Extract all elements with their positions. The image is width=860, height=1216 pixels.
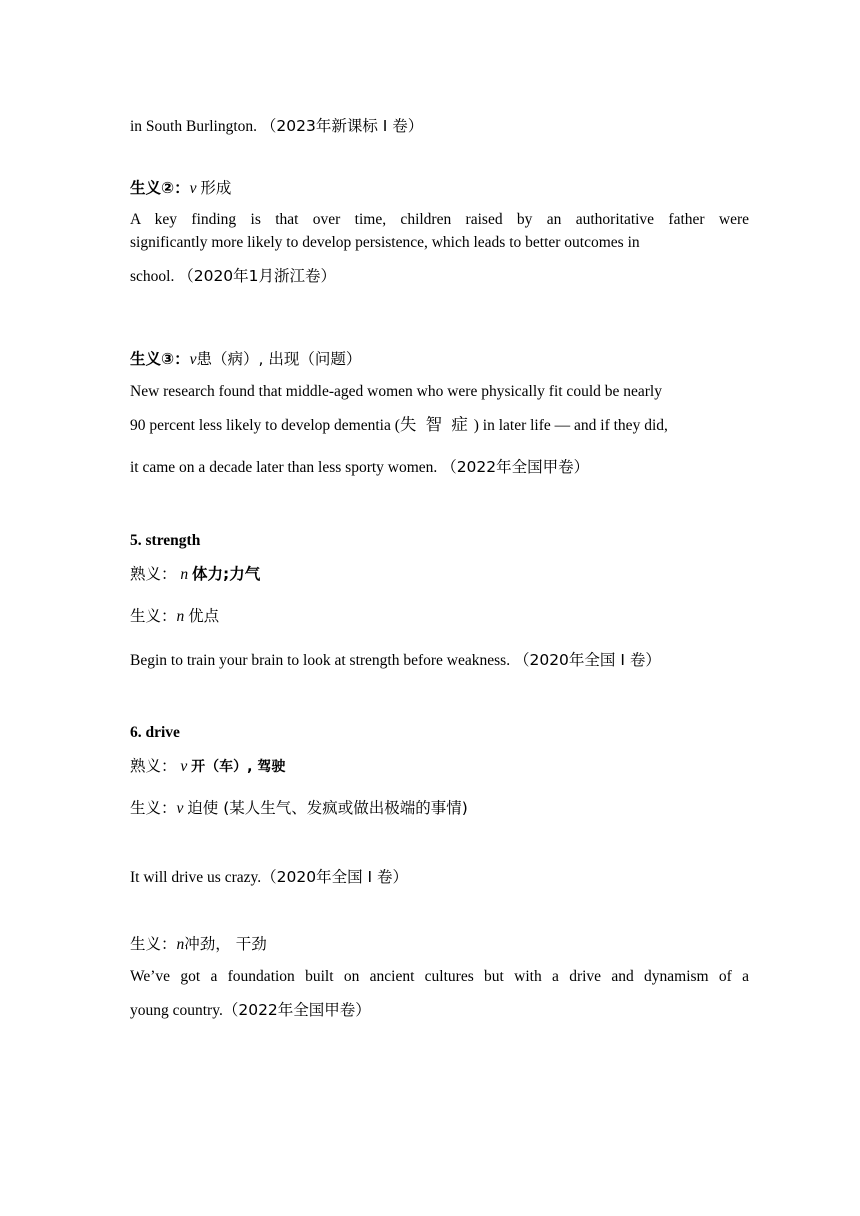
new-meaning-line-2 xyxy=(130,934,267,955)
example-line-1: New research found that middle-aged women who were physically fit could be nearly xyxy=(130,383,662,400)
example-line-3 xyxy=(130,457,589,478)
word-heading-drive: 6. drive xyxy=(130,724,180,741)
example-text: young country. xyxy=(130,1002,223,1019)
new-meaning-line xyxy=(130,606,219,627)
sense-meaning: 患（病）, 出现（问题） xyxy=(196,350,362,368)
new-label: 生义： xyxy=(130,799,177,817)
example-text: Begin to train your brain to look at strength before weakness. xyxy=(130,652,511,669)
new-label: 生义： xyxy=(130,607,177,625)
sense-3-heading xyxy=(130,349,361,370)
example-text: It will drive us crazy. xyxy=(130,869,262,886)
part-of-speech: v xyxy=(189,180,197,197)
paragraph-south-burlington xyxy=(130,116,423,137)
source-citation: （2023年新课标 I 卷） xyxy=(260,117,424,135)
example-sentence xyxy=(130,650,661,671)
example-2-line-2 xyxy=(130,1000,371,1021)
part-of-speech: v xyxy=(180,758,188,775)
sense-meaning: 形成 xyxy=(200,179,232,197)
familiar-meaning-line xyxy=(130,564,260,585)
familiar-label: 熟义： xyxy=(130,565,177,583)
new-meaning: 优点 xyxy=(188,607,220,625)
example-text-b: ) in later life — and if they did, xyxy=(473,417,668,434)
example-line-2: significantly more likely to develop persistence, which leads to better outcomes in xyxy=(130,234,640,251)
example-line-3 xyxy=(130,266,336,287)
familiar-meaning-line xyxy=(130,756,285,777)
sense-2-heading xyxy=(130,178,231,199)
new-label: 生义： xyxy=(130,935,177,953)
example-line-2 xyxy=(130,415,668,436)
part-of-speech: n xyxy=(180,566,189,583)
sentence-text: in South Burlington. xyxy=(130,118,258,135)
part-of-speech: v xyxy=(176,800,184,817)
source-citation: （2020年全国 I 卷） xyxy=(513,651,661,669)
chinese-gloss: 失 智 症 xyxy=(399,415,470,434)
new-meaning-line-1 xyxy=(130,798,468,819)
example-sentence-1 xyxy=(130,867,408,888)
source-citation: （2020年1月浙江卷） xyxy=(178,267,337,285)
sense-label: 生义②： xyxy=(130,179,190,197)
source-citation: （2020年全国 I 卷） xyxy=(261,868,409,886)
part-of-speech: v xyxy=(189,351,197,368)
example-line-1: A key finding is that over time, children raised by an authoritative father were xyxy=(130,211,749,228)
sense-label: 生义③： xyxy=(130,350,190,368)
new-meaning: 冲劲， 干劲 xyxy=(184,935,267,953)
familiar-meaning: 开（车）, 驾驶 xyxy=(191,759,286,775)
example-text: it came on a decade later than less sporty women. xyxy=(130,459,438,476)
word-heading-strength: 5. strength xyxy=(130,532,201,549)
example-text: school. xyxy=(130,268,175,285)
part-of-speech: n xyxy=(176,608,185,625)
familiar-label: 熟义： xyxy=(130,757,177,775)
example-text-a: 90 percent less likely to develop dementia ( xyxy=(130,417,400,434)
familiar-meaning: 体力;力气 xyxy=(192,565,261,583)
source-citation: （2022年全国甲卷） xyxy=(222,1001,371,1019)
source-citation: （2022年全国甲卷） xyxy=(441,458,590,476)
part-of-speech: n xyxy=(176,936,185,953)
example-2-line-1: We’ve got a foundation built on ancient cultures but with a drive and dynamism of a xyxy=(130,968,749,985)
new-meaning: 迫使 (某人生气、发疯或做出极端的事情) xyxy=(187,799,468,817)
